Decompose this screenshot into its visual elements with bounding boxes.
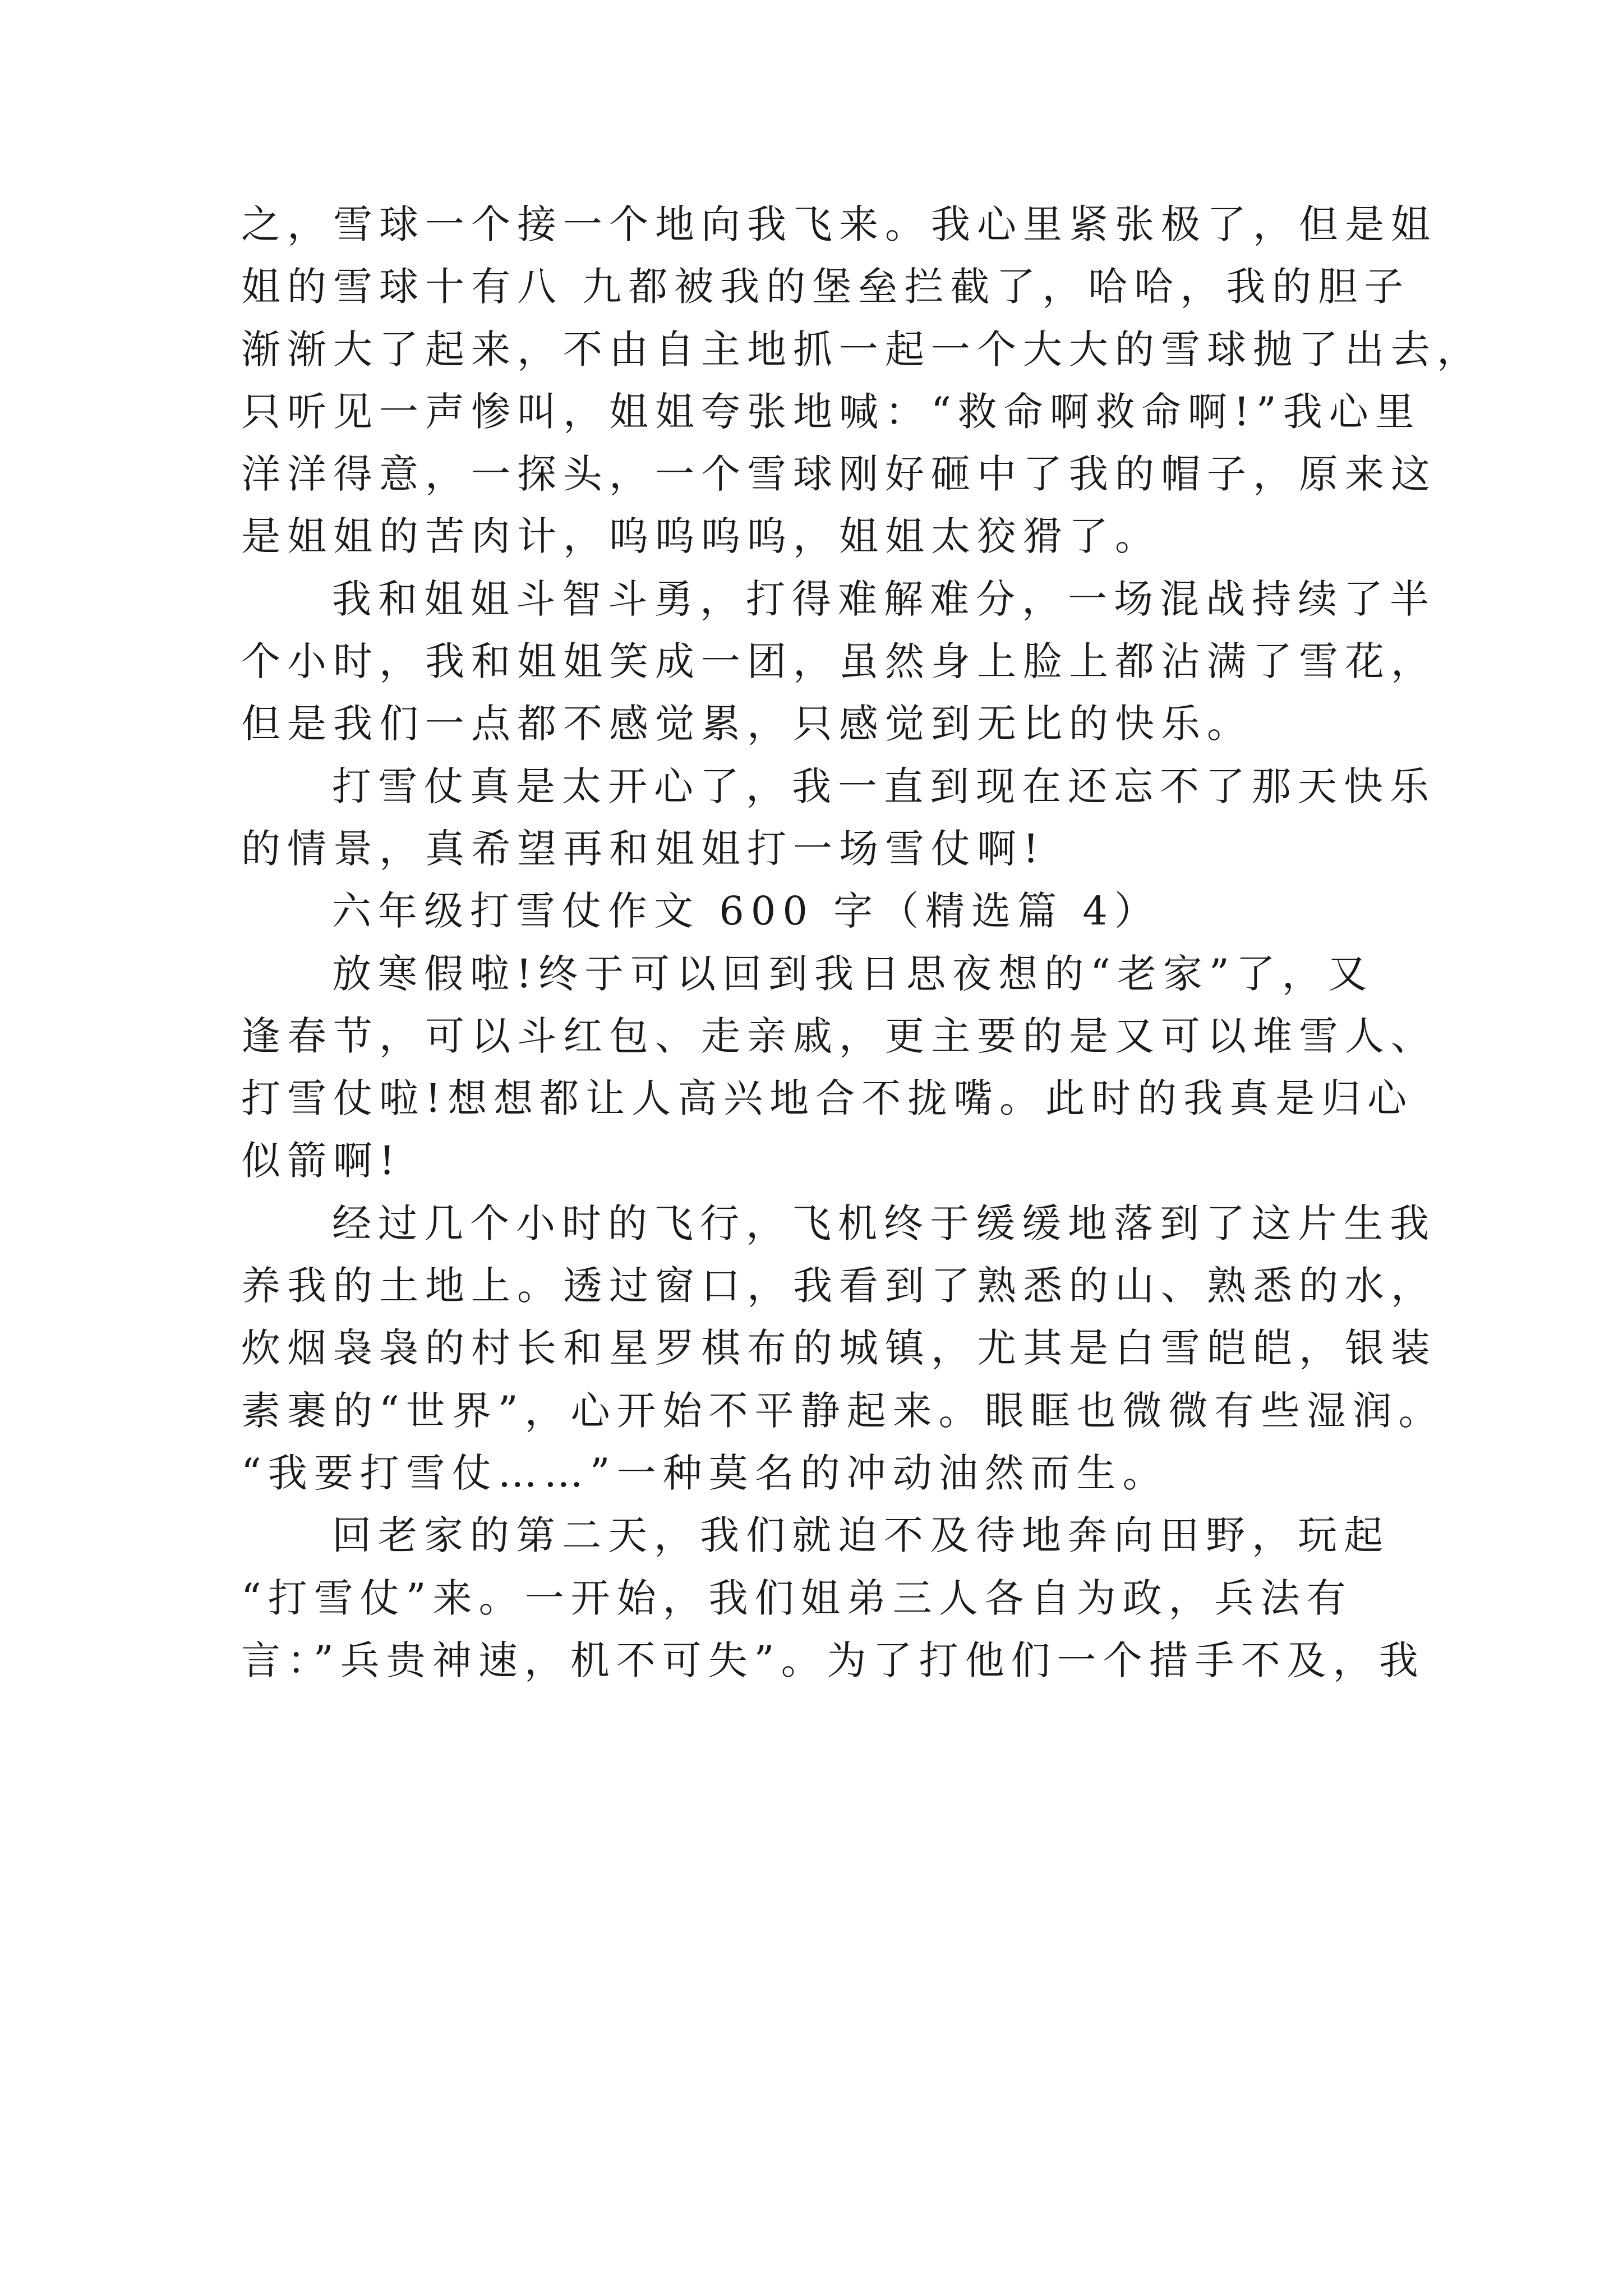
text-line: 似箭啊!: [241, 1138, 402, 1184]
text-line: 的情景，真希望再和姐姐打一场雪仗啊!: [241, 825, 1046, 872]
text-line: “打雪仗”来。一开始，我们姐弟三人各自为政，兵法有: [241, 1575, 1353, 1621]
text-line: 只听见一声惨叫，姐姐夸张地喊：“救命啊救命啊!”我心里: [241, 388, 1421, 435]
text-line: 素裹的“世界”，心开始不平静起来。眼眶也微微有些湿润。: [241, 1387, 1445, 1434]
text-line: 言：”兵贵神速，机不可失”。为了打他们一个措手不及，我: [241, 1637, 1425, 1683]
text-line: 我和姐姐斗智斗勇，打得难解难分，一场混战持续了半: [332, 576, 1436, 622]
text-line: 打雪仗啦!想想都让人高兴地合不拢嘴。此时的我真是归心: [241, 1075, 1414, 1122]
text-line: 回老家的第二天，我们就迫不及待地奔向田野，玩起: [332, 1512, 1390, 1559]
text-line: 洋洋得意，一探头，一个雪球刚好砸中了我的帽子，原来这: [241, 451, 1437, 498]
text-line: 逢春节，可以斗红包、走亲戚，更主要的是又可以堆雪人、: [241, 1013, 1437, 1059]
text-line: 六年级打雪仗作文 600 字（精选篇 4）: [332, 888, 1160, 935]
text-line: 是姐姐的苦肉计，呜呜呜呜，姐姐太狡猾了。: [241, 513, 1161, 560]
text-line: 渐渐大了起来，不由自主地抓一起一个大大的雪球抛了出去，: [241, 326, 1483, 372]
text-line: 放寒假啦!终于可以回到我日思夜想的“老家”了，又: [332, 950, 1374, 997]
text-line: 姐的雪球十有八 九都被我的堡垒拦截了，哈哈，我的胆子: [241, 264, 1410, 310]
text-line: 但是我们一点都不感觉累，只感觉到无比的快乐。: [241, 701, 1253, 747]
text-line: 个小时，我和姐姐笑成一团，虽然身上脸上都沾满了雪花，: [241, 638, 1437, 685]
text-line: 炊烟袅袅的村长和星罗棋布的城镇，尤其是白雪皑皑，银装: [241, 1325, 1437, 1372]
text-line: 养我的土地上。透过窗口，我看到了熟悉的山、熟悉的水，: [241, 1263, 1437, 1309]
body-text: [241, 194, 1483, 1692]
text-line: “我要打雪仗……”一种莫名的冲动油然而生。: [241, 1450, 1169, 1496]
text-line: 之，雪球一个接一个地向我飞来。我心里紧张极了，但是姐: [241, 201, 1437, 247]
text-line: 打雪仗真是太开心了，我一直到现在还忘不了那天快乐: [332, 763, 1436, 809]
text-line: 经过几个小时的飞行，飞机终于缓缓地落到了这片生我: [332, 1200, 1436, 1246]
